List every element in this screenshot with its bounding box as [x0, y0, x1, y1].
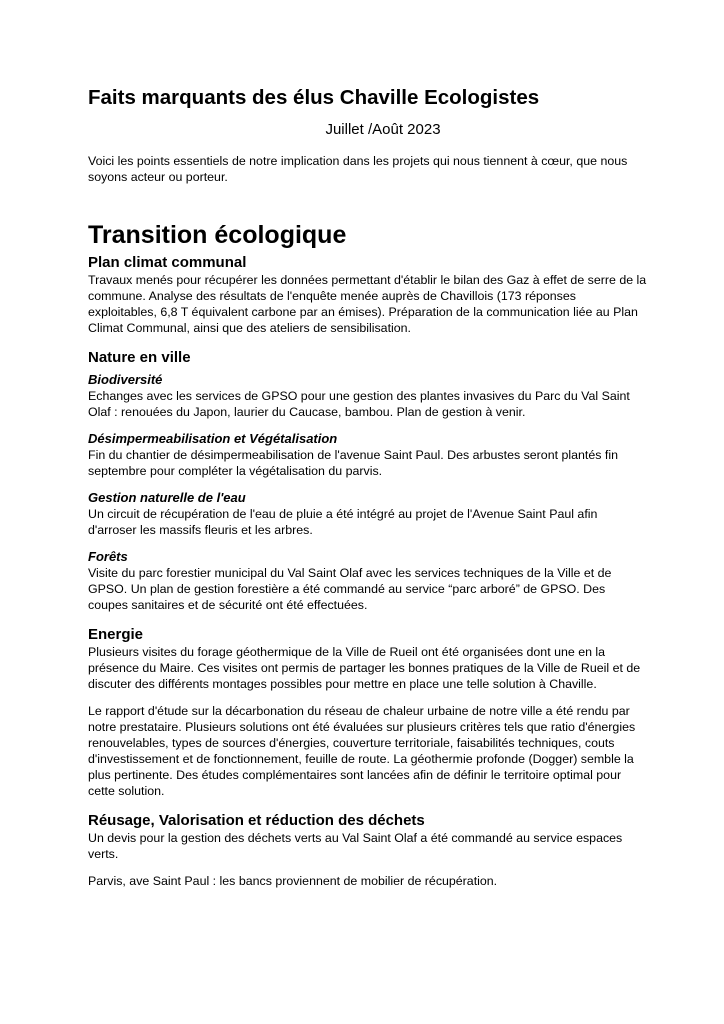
eau-heading: Gestion naturelle de l'eau [88, 490, 246, 505]
forets-heading: Forêts [88, 549, 128, 564]
eau-text: Un circuit de récupération de l'eau de pluie a été intégré au projet de l'Avenue Saint Paul afin d'arroser les massifs fleuris et les arbres. [88, 507, 598, 537]
dechets-paragraph-1: Un devis pour la gestion des déchets verts au Val Saint Olaf a été commandé au service espaces verts. [88, 831, 623, 861]
dechets-paragraph-2: Parvis, ave Saint Paul : les bancs proviennent de mobilier de récupération. [88, 874, 498, 888]
energie-paragraph-2: Le rapport d'étude sur la décarbonation du réseau de chaleur urbaine de notre ville a été rendu par notre prestataire. Plusieurs solutions ont été évaluées sur plusieurs critères tels que ratio d'énergies renouvelables, types de sources d'énergies, couverture territoriale, faisabilités techniques, couts d'investissement et de fonctionnement, feuille de route. La géothermie profonde (Dogger) semble la plus pertinente. Des études complémentaires sont lancées afin de définir le territoire optimal pour cette solution. [88, 704, 636, 798]
plan-climat-text: Travaux menés pour récupérer les données permettant d'établir le bilan des Gaz à effet de serre de la commune. Analyse des résultats de l'enquête menée auprès de Chavillois (173 réponses exploitables, 6,8 T équivalent carbone par an émises). Préparation de la communication liée au Plan Climat Communal, ainsi que des ateliers de sensibilisation. [88, 273, 647, 335]
plan-climat-heading: Plan climat communal [88, 254, 247, 271]
biodiversite-heading: Biodiversité [88, 372, 163, 387]
intro-paragraph: Voici les points essentiels de notre implication dans les projets qui nous tiennent à cœur, que nous soyons acteur ou porteur. [88, 154, 628, 184]
dechets-heading: Réusage, Valorisation et réduction des déchets [88, 812, 425, 829]
desimper-heading: Désimpermeabilisation et Végétalisation [88, 431, 338, 446]
nature-heading: Nature en ville [88, 349, 191, 366]
biodiversite-text: Echanges avec les services de GPSO pour une gestion des plantes invasives du Parc du Val Saint Olaf : renouées du Japon, laurier du Caucase, bambou. Plan de gestion à venir. [88, 389, 630, 419]
document-subtitle: Juillet /Août 2023 [325, 121, 441, 138]
desimper-text: Fin du chantier de désimpermeabilisation de l'avenue Saint Paul. Des arbustes seront plantés fin septembre pour compléter la végétalisation du parvis. [88, 448, 618, 478]
document-title: Faits marquants des élus Chaville Ecologistes [88, 86, 540, 109]
energie-heading: Energie [88, 626, 144, 643]
forets-text: Visite du parc forestier municipal du Val Saint Olaf avec les services techniques de la Ville et de GPSO. Un plan de gestion forestière a été commandé au service “parc arboré” de GPSO. Des coupes sanitaires et de sécurité ont été effectuées. [88, 566, 612, 612]
document-page [88, 84, 648, 889]
section-title: Transition écologique [88, 221, 347, 249]
energie-paragraph-1: Plusieurs visites du forage géothermique de la Ville de Rueil ont été organisées dont une en la présence du Maire. Ces visites ont permis de partager les bonnes pratiques de la Ville de Rueil et de discuter des différents montages possibles pour mettre en place une telle solution à Chaville. [88, 645, 641, 691]
